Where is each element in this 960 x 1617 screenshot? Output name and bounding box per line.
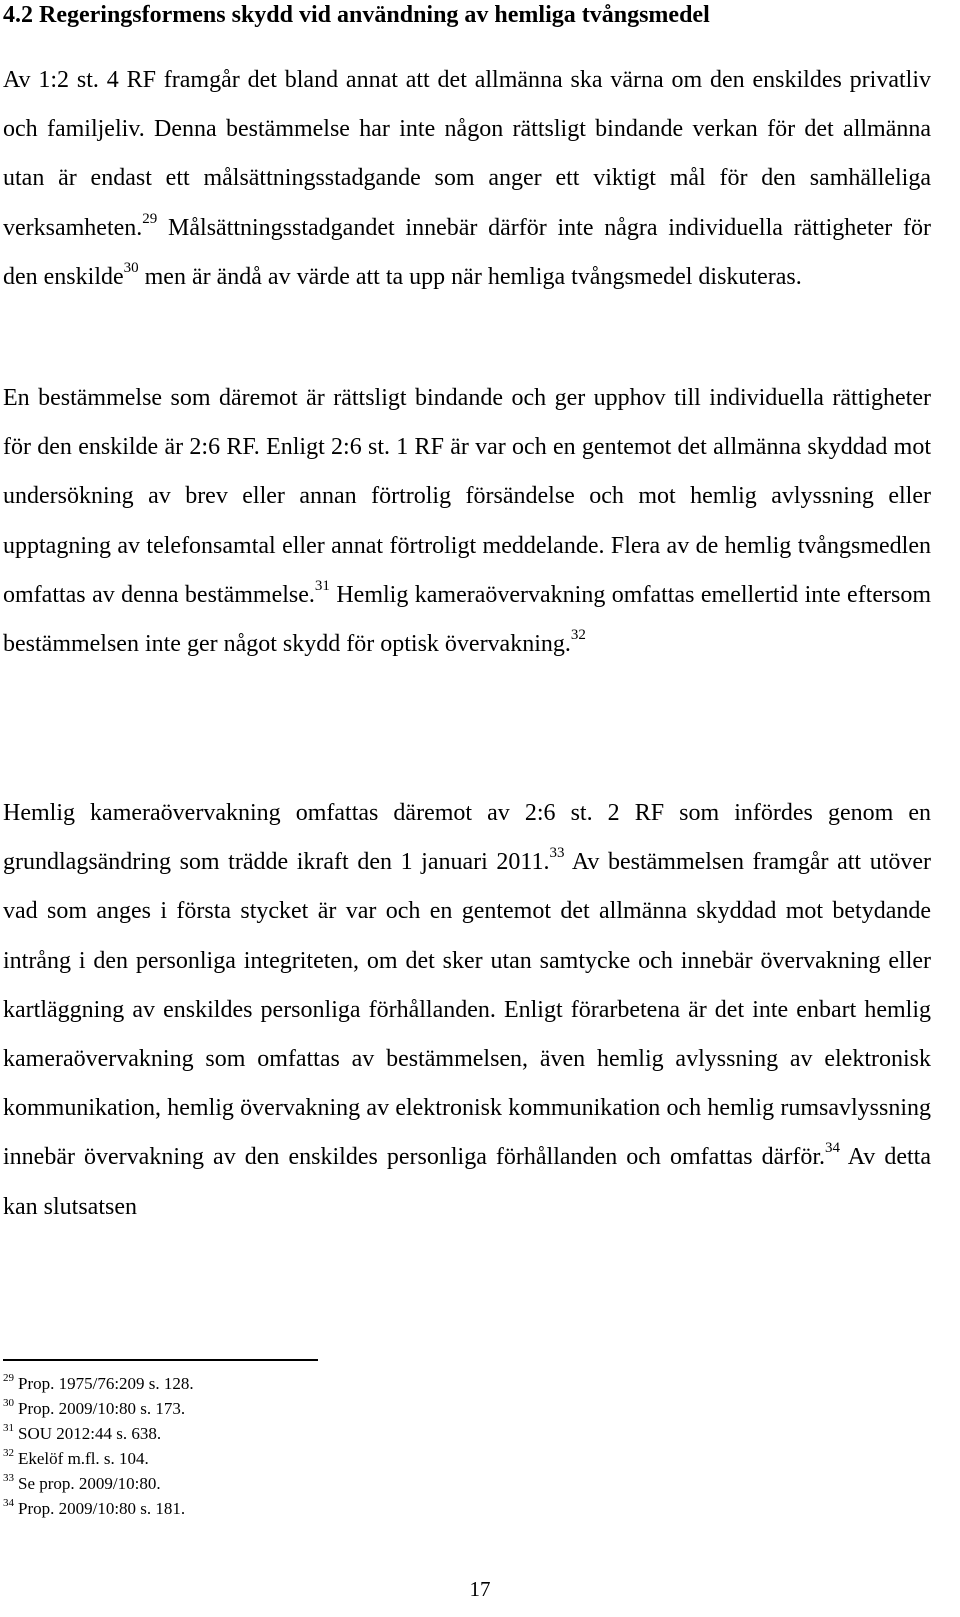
footnote-text: Se prop. 2009/10:80.: [18, 1474, 161, 1493]
section-heading: 4.2 Regeringsformens skydd vid användning av hemliga tvångsmedel: [3, 2, 710, 28]
footnote-text: Prop. 2009/10:80 s. 173.: [18, 1399, 186, 1418]
footnote-text: Prop. 1975/76:209 s. 128.: [18, 1374, 194, 1393]
footnote-ref-29: 29: [142, 210, 158, 227]
footnote-number: 30: [3, 1397, 14, 1409]
footnote-number: 33: [3, 1472, 14, 1484]
footnote-item: [3, 1446, 194, 1471]
paragraph-3-text-2: Av bestämmelsen framgår att utöver vad som anges i första stycket är var och en gentemot det allmänna skyddad mot betydande intrång i den personliga integriteten, om det sker utan samtycke och innebär övervakning eller kartläggning av enskildes personliga förhållanden. Enligt förarbetena är det inte enbart hemlig kameraövervakning som omfattas av bestämmelsen, även hemlig avlyssning av elektronisk kommunikation, hemlig övervakning av elektronisk kommunikation och hemlig rumsavlyssning innebär övervakning av den enskildes personliga förhållanden och omfattas därför.: [3, 849, 932, 1171]
footnote-item: [3, 1421, 194, 1446]
footnote-number: 32: [3, 1447, 14, 1459]
paragraph-3-text-1: Hemlig kameraövervakning omfattas däremot av 2:6 st. 2 RF som infördes genom en grundlagsändring som trädde ikraft den 1 januari 2011.: [3, 800, 931, 876]
paragraph-1-text-1: Av 1:2 st. 4 RF framgår det bland annat att det allmänna ska värna om den enskildes privatliv och familjeliv. Denna bestämmelse har inte någon rättsligt bindande verkan för det allmänna utan är endast ett målsättningsstadgande som anger ett viktigt mål för den samhälleliga verksamheten.: [3, 67, 931, 241]
footnote-number: 31: [3, 1422, 14, 1434]
paragraph-2-text-2: Hemlig kameraövervakning omfattas emellertid inte eftersom bestämmelsen inte ger något skydd för optisk övervakning.: [3, 581, 931, 658]
footnote-item: [3, 1471, 194, 1496]
paragraph-2-text-1: En bestämmelse som däremot är rättsligt bindande och ger upphov till individuella rättigheter för den enskilde är 2:6 RF. Enligt 2:6 st. 1 RF är var och en gentemot det allmänna skyddad mot undersökning av brev eller annan förtrolig försändelse och mot hemlig avlyssning eller upptagning av telefonsamtal eller annat förtroligt meddelande. Flera av de hemlig tvångsmedlen omfattas av denna bestämmelse.: [3, 385, 931, 608]
paragraph-3: [3, 789, 931, 1232]
footnote-ref-31: 31: [314, 577, 330, 594]
page-number: 17: [469, 1577, 491, 1601]
footnote-number: 34: [3, 1497, 14, 1509]
footnote-text: Ekelöf m.fl. s. 104.: [18, 1449, 149, 1468]
footnote-text: SOU 2012:44 s. 638.: [18, 1424, 162, 1443]
footnote-number: 29: [3, 1372, 14, 1384]
paragraph-1-text-2: Målsättningsstadgandet innebär därför inte några individuella rättigheter för den enskilde: [3, 214, 931, 290]
footnote-item: [3, 1396, 194, 1421]
paragraph-3-text-3: Av detta kan slutsatsen: [3, 1144, 931, 1220]
paragraph-2: [3, 374, 931, 669]
paragraph-1-text-3: men är ändå av värde att ta upp när hemliga tvångsmedel diskuteras.: [138, 263, 802, 290]
footnote-text: Prop. 2009/10:80 s. 181.: [18, 1499, 186, 1518]
footnote-item: [3, 1371, 194, 1396]
footnote-ref-30: 30: [123, 259, 139, 276]
footnote-divider: [3, 1359, 318, 1361]
footnote-ref-34: 34: [825, 1140, 840, 1157]
footnote-ref-33: 33: [549, 845, 565, 862]
footnote-item: [3, 1496, 194, 1521]
paragraph-1: [3, 56, 931, 302]
footnote-list: [3, 1371, 194, 1521]
footnote-ref-32: 32: [570, 627, 586, 644]
